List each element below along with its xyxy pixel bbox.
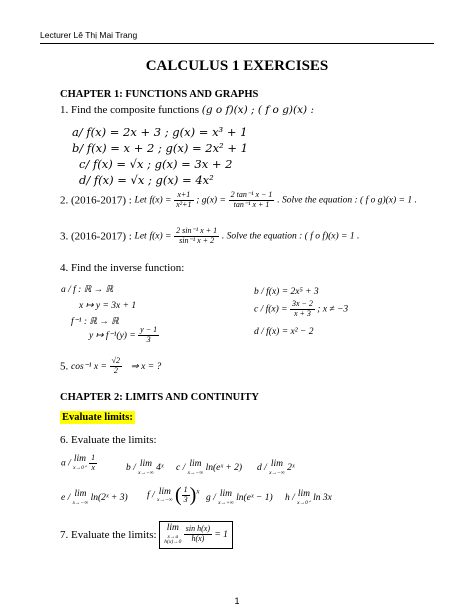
lim-word: lim: [219, 489, 232, 499]
q7-fraction: [184, 525, 212, 544]
q1-item-c: c/ f(x) = √x ; g(x) = 3x + 2: [79, 157, 233, 171]
lim-word: lim: [74, 489, 87, 499]
q1-item-b: b/ f(x) = x + 2 ; g(x) = 2x² + 1: [72, 141, 248, 155]
lim-sub: x→0⁺: [73, 464, 87, 471]
q6-g-expr: ln(eˣ − 1): [236, 493, 273, 503]
q6-b-expr: 4ˣ: [156, 463, 164, 473]
lecturer-header: Lecturer Lê Thị Mai Trang: [40, 30, 138, 40]
q6-c-label: c /: [176, 463, 186, 473]
q4-c-num: 3x − 2: [291, 299, 313, 308]
q2-f-den: x²+1: [176, 199, 192, 209]
q7-lim: [164, 524, 181, 546]
q6-h-label: h /: [285, 493, 295, 503]
q6-a-den: x: [91, 462, 95, 472]
q3-line: [60, 227, 359, 246]
q5-fraction: [110, 357, 122, 376]
q1-prompt: [60, 104, 314, 116]
q6-f-label: f /: [147, 490, 155, 501]
q7-formula-box: [159, 521, 233, 549]
q4-c-fraction: [290, 300, 315, 319]
q2-g-num: 2 tan⁻¹ x − 1: [230, 190, 273, 199]
q6-e-lim: [73, 490, 89, 506]
q3-f-fraction: [174, 227, 219, 246]
q4-left-den: 3: [146, 334, 151, 344]
q1-item-a: a/ f(x) = 2x + 3 ; g(x) = x³ + 1: [72, 125, 248, 139]
q7-den: h(x): [191, 534, 205, 544]
q5-rhs: ⇒ x = ?: [130, 361, 162, 372]
q3-label: 3. (2016-2017) :: [60, 230, 132, 243]
q5-line: [60, 357, 161, 376]
q6-e-expr: ln(2ˣ + 3): [90, 493, 128, 503]
q6-e: [61, 490, 128, 506]
q4-c: [254, 300, 348, 319]
q3-f-num: 2 sin⁻¹ x + 1: [176, 226, 218, 235]
q2-f-num: x+1: [174, 191, 193, 201]
lim-sub: x→+∞: [218, 499, 234, 506]
q6-a-lim: [73, 455, 87, 471]
q6-d-lim: [269, 460, 285, 476]
q2-let: Let: [134, 195, 147, 206]
q6-d-expr: 2ˣ: [287, 463, 295, 473]
q1-text: 1. Find the composite functions: [60, 104, 200, 116]
q6-h-expr: ln 3x: [313, 493, 332, 503]
lim-word: lim: [166, 523, 179, 533]
q4-left-4: [89, 326, 159, 345]
q6-c-lim: [188, 460, 204, 476]
q6-a-num: 1: [91, 453, 96, 462]
q6-f-exp: x: [196, 487, 200, 496]
q4-left-num: y − 1: [140, 325, 158, 334]
lim-word: lim: [189, 459, 202, 469]
q2-f-fraction: [174, 191, 193, 210]
q6-h-lim: [297, 490, 311, 506]
q2-solve: . Solve the equation : ( f ο g)(x) = 1 .: [277, 195, 417, 206]
q4-d: d / f(x) = x² − 2: [254, 327, 314, 337]
q6-f-paren-open: (: [174, 484, 182, 506]
q1-item-d: d/ f(x) = √x ; g(x) = 4x²: [79, 173, 214, 187]
q6-e-label: e /: [61, 493, 71, 503]
lim-sub: x→−∞: [72, 499, 89, 506]
q5-label: 5.: [60, 360, 69, 373]
q6-c: [176, 460, 242, 476]
q6-f-den: 3: [183, 495, 188, 504]
q7-num: sin h(x): [185, 524, 210, 534]
q6-a: [61, 454, 97, 473]
q6-d-label: d /: [257, 463, 267, 473]
evaluate-limits-highlight: Evaluate limits:: [62, 412, 133, 423]
q2-g-den: tan⁻¹ x + 1: [233, 199, 270, 209]
q6-b-label: b /: [126, 463, 136, 473]
q3-f-lhs: f(x) =: [149, 231, 172, 242]
lim-sub: x→−∞: [138, 469, 154, 476]
q6-h: [285, 490, 332, 506]
q6-b: [126, 460, 164, 476]
q2-line: [60, 191, 417, 210]
q7-rhs: = 1: [214, 529, 228, 540]
page-number: 1: [234, 596, 240, 606]
q4-prompt: 4. Find the inverse function:: [60, 262, 185, 274]
lim-word: lim: [297, 489, 311, 499]
q7-text: 7. Evaluate the limits:: [60, 528, 157, 541]
q6-g-lim: [218, 490, 234, 506]
lim-sub: x→0⁺: [297, 499, 311, 506]
q6-f-fraction: [182, 486, 190, 505]
q4-left-3: f⁻¹ : ℝ → ℝ: [71, 317, 119, 327]
q7-lim-sub1: x→a: [167, 533, 179, 540]
q6-g: [206, 490, 273, 506]
q6-a-label: a /: [61, 458, 71, 469]
q4-left-4-lhs: y ↦ f⁻¹(y) =: [89, 330, 136, 341]
q2-g-lhs: ; g(x) =: [196, 195, 226, 206]
lim-sub: x→−∞: [269, 469, 285, 476]
q6-b-lim: [138, 460, 154, 476]
q3-let: Let: [134, 231, 147, 242]
chapter2-heading: CHAPTER 2: LIMITS AND CONTINUITY: [60, 392, 259, 403]
q7-line: [60, 521, 233, 549]
q3-f-den: sin⁻¹ x + 2: [179, 235, 215, 245]
q6-c-expr: ln(eˣ + 2): [205, 463, 243, 473]
lim-sub: x→−∞: [187, 469, 204, 476]
q4-left-fraction: [138, 326, 159, 345]
q4-left-2: x ↦ y = 3x + 1: [79, 301, 137, 311]
q2-f-lhs: f(x) =: [149, 195, 172, 206]
q6-a-fraction: [89, 454, 97, 473]
q2-label: 2. (2016-2017) :: [60, 194, 132, 207]
q6-f-num: 1: [183, 485, 188, 495]
q2-g-fraction: [229, 191, 275, 210]
q6-f-lim: [157, 488, 173, 504]
q6-f-paren-close: ): [189, 484, 197, 506]
page-title: CALCULUS 1 EXERCISES: [145, 58, 329, 74]
q6-g-label: g /: [206, 493, 216, 503]
lim-word: lim: [158, 486, 171, 497]
lim-word: lim: [73, 454, 87, 465]
q5-lhs: cos⁻¹ x =: [71, 361, 107, 372]
q4-b: b / f(x) = 2x⁵ + 3: [254, 287, 319, 297]
q5-num: √2: [111, 356, 121, 365]
q4-left-1: a / f : ℝ → ℝ: [61, 285, 113, 295]
q6-f: [147, 484, 199, 507]
lim-word: lim: [270, 459, 283, 469]
q5-den: 2: [113, 365, 118, 375]
q6-prompt: 6. Evaluate the limits:: [60, 434, 157, 446]
q4-c-lhs: c / f(x) =: [254, 304, 288, 315]
q1-expr: (g ο f)(x) ; ( f ο g)(x) :: [201, 104, 315, 116]
chapter1-heading: CHAPTER 1: FUNCTIONS AND GRAPHS: [60, 89, 259, 100]
q4-c-cond: ; x ≠ −3: [317, 304, 349, 315]
lim-word: lim: [139, 459, 152, 469]
q4-c-den: x + 3: [293, 308, 311, 318]
header-rule: [40, 43, 434, 44]
q7-lim-sub2: h(x)→0: [164, 539, 182, 545]
q6-d: [257, 460, 295, 476]
q3-solve: . Solve the equation : ( f ο f)(x) = 1 .: [221, 231, 360, 242]
lim-sub: x→−∞: [157, 497, 173, 503]
